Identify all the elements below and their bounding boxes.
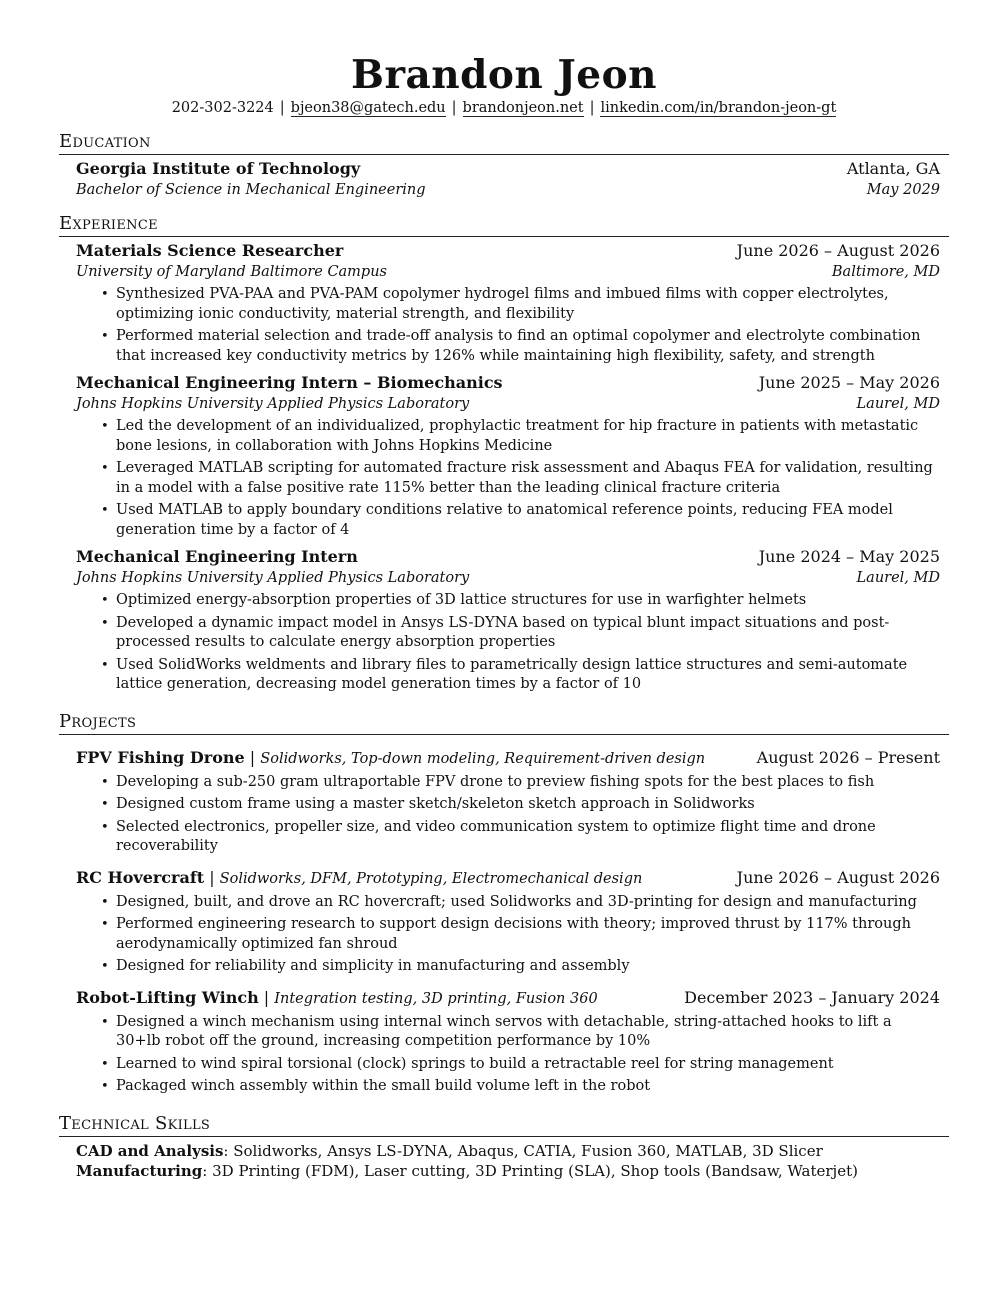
- contact-separator: |: [589, 100, 595, 116]
- project-tech: Solidworks, Top-down modeling, Requirement-driven design: [260, 750, 706, 767]
- bullet-item: • Synthesized PVA-PAA and PVA-PAM copolymer hydrogel films and imbued films with copper electrolytes, optimizing ionic conductivity, material strength, and flexibility: [116, 285, 940, 324]
- contact-separator: |: [451, 100, 457, 116]
- education-heading: [76, 158, 940, 180]
- school-name: Georgia Institute of Technology: [76, 159, 361, 178]
- experience-heading: [76, 372, 940, 394]
- section-title-skills: Technical Skills: [59, 1113, 949, 1137]
- linkedin-link[interactable]: linkedin.com/in/brandon-jeon-gt: [600, 100, 837, 116]
- project-tech: Solidworks, DFM, Prototyping, Electromechanical design: [219, 870, 643, 887]
- bullet-item: • Leveraged MATLAB scripting for automated fracture risk assessment and Abaqus FEA for validation, resulting in a model with a false positive rate 115% better than the leading clinical fracture criteria: [116, 459, 940, 498]
- education-subheading: [76, 180, 940, 200]
- project-entry: [59, 867, 949, 977]
- bullet-item: • Designed custom frame using a master sketch/skeleton sketch approach in Solidworks: [116, 795, 940, 815]
- phone-number: 202-302-3224: [171, 100, 274, 116]
- bullet-list: [76, 591, 940, 695]
- job-location: Baltimore, MD: [831, 264, 940, 280]
- bullet-list: [76, 773, 940, 857]
- email-link[interactable]: bjeon38@gatech.edu: [290, 100, 446, 116]
- bullet-list: [76, 1013, 940, 1097]
- skills-line: [76, 1161, 949, 1181]
- section-title-projects: Projects: [59, 711, 949, 735]
- bullet-item: • Packaged winch assembly within the small build volume left in the robot: [116, 1077, 940, 1097]
- bullet-list: [76, 417, 940, 540]
- bullet-item: • Used SolidWorks weldments and library files to parametrically design lattice structures and semi-automate lattice generation, decreasing model generation times by a factor of 10: [116, 656, 940, 695]
- bullet-item: • Learned to wind spiral torsional (clock) springs to build a retractable reel for string management: [116, 1055, 940, 1075]
- project-entry: [59, 987, 949, 1097]
- experience-heading: [76, 546, 940, 568]
- job-title: Mechanical Engineering Intern: [76, 547, 358, 566]
- experience-subheading: [76, 394, 940, 414]
- bullet-item: • Led the development of an individualized, prophylactic treatment for hip fracture in patients with metastatic bone lesions, in collaboration with Johns Hopkins Medicine: [116, 417, 940, 456]
- skills-block: [59, 1141, 949, 1181]
- job-dates: June 2026 – August 2026: [736, 241, 940, 260]
- project-heading: FPV Fishing Drone | Solidworks, Top-down modeling, Requirement-driven design August 2026 – Present: [76, 747, 940, 767]
- job-location: Laurel, MD: [856, 396, 940, 412]
- project-name: FPV Fishing Drone: [76, 747, 245, 767]
- skills-value: : 3D Printing (FDM), Laser cutting, 3D Printing (SLA), Shop tools (Bandsaw, Waterjet): [202, 1161, 858, 1180]
- candidate-name: Brandon Jeon: [351, 52, 657, 98]
- project-dates: June 2026 – August 2026: [736, 867, 940, 887]
- experience-subheading: [76, 262, 940, 282]
- project-tech: Integration testing, 3D printing, Fusion 360: [274, 990, 598, 1007]
- skills-label: Manufacturing: [76, 1161, 203, 1180]
- experience-list: [59, 240, 949, 695]
- section-title-education: Education: [59, 131, 949, 155]
- contact-line: [59, 98, 949, 118]
- bullet-item: • Designed, built, and drove an RC hovercraft; used Solidworks and 3D-printing for design and manufacturing: [116, 893, 940, 913]
- education-entry: [59, 158, 949, 200]
- bullet-list: [76, 285, 940, 366]
- project-dates: August 2026 – Present: [756, 747, 940, 767]
- job-location: Laurel, MD: [856, 570, 940, 586]
- job-dates: June 2024 – May 2025: [758, 547, 940, 566]
- bullet-item: • Performed material selection and trade-off analysis to find an optimal copolymer and electrolyte combination that increased key conductivity metrics by 126% while maintaining high flexibility, safety, and strength: [116, 327, 940, 366]
- job-title: Materials Science Researcher: [76, 241, 344, 260]
- bullet-item: • Developed a dynamic impact model in Ansys LS-DYNA based on typical blunt impact situations and post-processed results to calculate energy absorption properties: [116, 614, 940, 653]
- project-dates: December 2023 – January 2024: [684, 987, 940, 1007]
- organization: Johns Hopkins University Applied Physics Laboratory: [76, 570, 470, 586]
- project-heading: Robot-Lifting Winch | Integration testing, 3D printing, Fusion 360 December 2023 – January 2024: [76, 987, 940, 1007]
- experience-entry: [59, 372, 949, 540]
- job-title: Mechanical Engineering Intern – Biomechanics: [76, 373, 503, 392]
- website-link[interactable]: brandonjeon.net: [462, 100, 584, 116]
- skills-label: CAD and Analysis: [76, 1141, 224, 1160]
- organization: Johns Hopkins University Applied Physics Laboratory: [76, 396, 470, 412]
- contact-separator: |: [279, 100, 285, 116]
- experience-subheading: [76, 568, 940, 588]
- project-name: RC Hovercraft: [76, 867, 205, 887]
- school-location: Atlanta, GA: [846, 159, 940, 178]
- experience-entry: [59, 240, 949, 366]
- bullet-item: • Optimized energy-absorption properties of 3D lattice structures for use in warfighter helmets: [116, 591, 940, 611]
- section-title-experience: Experience: [59, 213, 949, 237]
- project-heading: RC Hovercraft | Solidworks, DFM, Prototyping, Electromechanical design June 2026 – August 2026: [76, 867, 940, 887]
- bullet-item: • Developing a sub-250 gram ultraportable FPV drone to preview fishing spots for the best places to fish: [116, 773, 940, 793]
- experience-entry: [59, 546, 949, 695]
- bullet-item: • Used MATLAB to apply boundary conditions relative to anatomical reference points, reducing FEA model generation time by a factor of 4: [116, 501, 940, 540]
- bullet-item: • Designed a winch mechanism using internal winch servos with detachable, string-attached hooks to lift a 30+lb robot off the ground, increasing competition performance by 10%: [116, 1013, 940, 1052]
- degree: Bachelor of Science in Mechanical Engineering: [76, 182, 426, 198]
- project-entry: [59, 747, 949, 857]
- skills-line: [76, 1141, 949, 1161]
- skills-value: : Solidworks, Ansys LS-DYNA, Abaqus, CATIA, Fusion 360, MATLAB, 3D Slicer: [223, 1141, 823, 1160]
- bullet-list: [76, 893, 940, 977]
- bullet-item: • Performed engineering research to support design decisions with theory; improved thrust by 117% through aerodynamically optimized fan shroud: [116, 915, 940, 954]
- organization: University of Maryland Baltimore Campus: [76, 264, 387, 280]
- bullet-item: • Selected electronics, propeller size, and video communication system to optimize flight time and drone recoverability: [116, 818, 940, 857]
- job-dates: June 2025 – May 2026: [758, 373, 940, 392]
- project-list: [59, 747, 949, 1097]
- bullet-item: • Designed for reliability and simplicity in manufacturing and assembly: [116, 957, 940, 977]
- resume-page: [59, 52, 949, 1181]
- experience-heading: [76, 240, 940, 262]
- graduation-date: May 2029: [866, 182, 940, 198]
- project-name: Robot-Lifting Winch: [76, 987, 259, 1007]
